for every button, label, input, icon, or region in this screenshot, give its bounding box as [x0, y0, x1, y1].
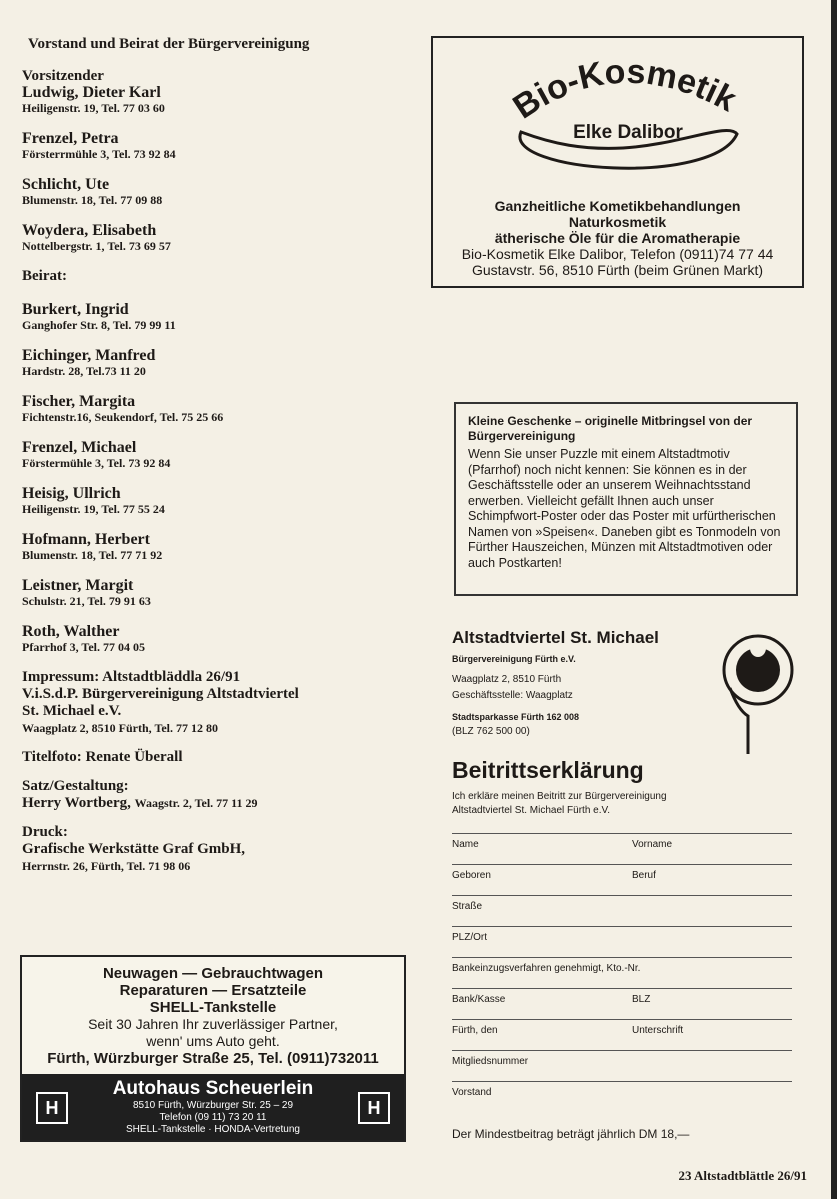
impressum-address: Waagplatz 2, 8510 Fürth, Tel. 77 12 80: [22, 721, 219, 735]
member-address: Förstermühle 3, Tel. 73 92 84: [22, 456, 171, 470]
field-label: Unterschrift: [632, 1025, 684, 1036]
minimum-fee: Der Mindestbeitrag beträgt jährlich DM 18,—: [452, 1127, 690, 1141]
druck-credit: [22, 824, 417, 875]
member-address: Blumenstr. 18, Tel. 77 71 92: [22, 548, 163, 562]
member-name: Frenzel, Michael: [22, 439, 137, 456]
logo-brand: Bio-Kosmetik: [506, 52, 743, 127]
member-name: Burkert, Ingrid: [22, 301, 129, 318]
ad-line: Neuwagen — Gebrauchtwagen: [102, 965, 324, 982]
form-row[interactable]: [452, 988, 792, 1020]
ad-line: wenn' ums Auto geht.: [146, 1033, 280, 1049]
member-address: Nottelbergstr. 1, Tel. 73 69 57: [22, 239, 171, 253]
druck-address: Herrnstr. 26, Fürth, Tel. 71 98 06: [22, 859, 191, 873]
club-association: Bürgervereinigung Fürth e.V.: [452, 654, 576, 664]
member-address: Pfarrhof 3, Tel. 77 04 05: [22, 640, 145, 654]
bio-line: ätherische Öle für die Aromatherapie: [494, 230, 741, 246]
impressum-title: Impressum: Altstadtbläddla 26/91: [22, 669, 241, 685]
impressum-publisher-cont: St. Michael e.V.: [22, 703, 122, 719]
club-address: Waagplatz 2, 8510 Fürth: [452, 674, 562, 685]
field-label: BLZ: [632, 994, 651, 1005]
satz-name: Herry Wortberg,: [22, 795, 131, 811]
field-label: Geboren: [452, 870, 491, 881]
satz-label: Satz/Gestaltung:: [22, 778, 129, 794]
titelfoto-credit: Titelfoto: Renate Überall: [22, 749, 183, 765]
honda-logo-icon: H: [358, 1092, 390, 1124]
club-blz: (BLZ 762 500 00): [452, 726, 530, 737]
member-address: Fichtenstr.16, Seukendorf, Tel. 75 25 66: [22, 410, 224, 424]
member-name: Hofmann, Herbert: [22, 531, 150, 548]
autohaus-tagline: SHELL-Tankstelle · HONDA-Vertretung: [126, 1124, 300, 1135]
logo-owner: Elke Dalibor: [573, 122, 683, 143]
board-heading: Vorstand und Beirat der Bürgervereinigung: [28, 36, 310, 52]
club-office: Geschäftsstelle: Waagplatz: [452, 690, 573, 701]
form-intro: Altstadtviertel St. Michael Fürth e.V.: [452, 805, 611, 816]
gifts-body: Wenn Sie unser Puzzle mit einem Altstadtmotiv (Pfarrhof) noch nicht kennen: Sie können es in der Geschäftsstelle oder an unserem Weihnachtsstand erwerben. Vielleicht gefällt Ihnen auch unser Schimpfwort-Poster oder das Poster mit urfürtherischen Namen von »Speisen«. Daneben gibt es Tonmodeln von Fürther Hauszeichen, Münzen mit Altstadtmotiven oder auch Postkarten!: [468, 447, 781, 570]
membership-form: [452, 757, 792, 1141]
member-name: Schlicht, Ute: [22, 176, 110, 193]
member-name: Frenzel, Petra: [22, 130, 119, 147]
board-entry: [22, 176, 417, 208]
druck-name: Grafische Werkstätte Graf GmbH,: [22, 841, 246, 857]
member-address: Hardstr. 28, Tel.73 11 20: [22, 364, 146, 378]
club-bank: Stadtsparkasse Fürth 162 008: [452, 712, 580, 722]
member-address: Försterrmühle 3, Tel. 73 92 84: [22, 147, 176, 161]
ad-line: Reparaturen — Ersatzteile: [119, 982, 307, 999]
honda-logo-icon: H: [36, 1092, 68, 1124]
autohaus-phone: Telefon (09 11) 73 20 11: [159, 1112, 267, 1123]
member-address: Blumenstr. 18, Tel. 77 09 88: [22, 193, 163, 207]
field-label: Fürth, den: [452, 1025, 498, 1036]
member-address: Heiligenstr. 19, Tel. 77 03 60: [22, 101, 165, 115]
gifts-box: [454, 402, 798, 596]
beirat-entry: [22, 531, 417, 563]
beirat-entry: [22, 393, 417, 425]
field-label: Straße: [452, 901, 483, 912]
form-row[interactable]: [452, 833, 792, 865]
beirat-entry: [22, 623, 417, 655]
field-label: Bank/Kasse: [452, 994, 506, 1005]
bio-line: Naturkosmetik: [568, 214, 667, 230]
field-label: Vorstand: [452, 1087, 492, 1098]
member-name: Roth, Walther: [22, 623, 120, 640]
form-row[interactable]: [452, 895, 792, 927]
page-footer: 23 Altstadtblättle 26/91: [678, 1168, 807, 1183]
gifts-title: Kleine Geschenke – originelle Mitbringsel von der Bürgervereinigung: [468, 414, 753, 443]
member-name: Ludwig, Dieter Karl: [22, 84, 161, 101]
bio-kosmetik-ad: [431, 36, 804, 288]
member-name: Leistner, Margit: [22, 577, 134, 594]
member-address: Schulstr. 21, Tel. 79 91 63: [22, 594, 151, 608]
member-name: Eichinger, Manfred: [22, 347, 156, 364]
form-title: Beitrittserklärung: [452, 757, 644, 783]
bio-contact: Bio-Kosmetik Elke Dalibor, Telefon (0911)74 77 44: [461, 246, 774, 262]
member-name: Fischer, Margita: [22, 393, 136, 410]
member-address: Heiligenstr. 19, Tel. 77 55 24: [22, 502, 165, 516]
satz-address: Waagstr. 2, Tel. 77 11 29: [134, 796, 258, 810]
logo-text: [506, 53, 742, 127]
page-edge-shadow: [831, 0, 837, 1199]
bio-kosmetik-logo: [493, 52, 743, 192]
autohaus-banner: [22, 1074, 404, 1140]
autohaus-ad: [20, 955, 406, 1142]
board-entry: [22, 222, 417, 254]
member-address: Ganghofer Str. 8, Tel. 79 99 11: [22, 318, 176, 332]
form-row[interactable]: [452, 864, 792, 896]
form-row[interactable]: [452, 926, 792, 958]
beirat-entry: [22, 301, 417, 333]
form-intro: Ich erkläre meinen Beitritt zur Bürgervereinigung: [452, 791, 667, 802]
club-name: Altstadtviertel St. Michael: [452, 628, 659, 647]
st-michael-logo-icon: [708, 628, 800, 756]
bio-address: Gustavstr. 56, 8510 Fürth (beim Grünen Markt): [471, 262, 763, 278]
bio-line: Ganzheitliche Kometikbehandlungen: [494, 198, 741, 214]
board-entry: [22, 68, 417, 116]
ad-line: SHELL-Tankstelle: [149, 999, 277, 1016]
beirat-entry: [22, 485, 417, 517]
beirat-entry: [22, 347, 417, 379]
field-label: Name: [452, 839, 479, 850]
beirat-heading: Beirat:: [22, 268, 67, 284]
board-entry: [22, 130, 417, 162]
impressum: [22, 669, 417, 737]
ad-line: Fürth, Würzburger Straße 25, Tel. (0911)732011: [47, 1050, 379, 1067]
autohaus-name: Autohaus Scheuerlein: [112, 1078, 314, 1099]
field-label: Beruf: [632, 870, 656, 881]
satz-credit: [22, 778, 417, 812]
form-row[interactable]: [452, 957, 792, 989]
board-list: [22, 68, 417, 887]
autohaus-address: 8510 Fürth, Würzburger Str. 25 – 29: [132, 1100, 294, 1111]
druck-label: Druck:: [22, 824, 68, 840]
impressum-publisher: V.i.S.d.P. Bürgervereinigung Altstadtviertel: [22, 686, 299, 702]
member-name: Woydera, Elisabeth: [22, 222, 157, 239]
member-name: Heisig, Ullrich: [22, 485, 121, 502]
field-label: PLZ/Ort: [452, 932, 488, 943]
board-role: Vorsitzender: [22, 68, 104, 84]
field-label: Bankeinzugsverfahren genehmigt, Kto.-Nr.: [452, 963, 641, 974]
beirat-entry: [22, 439, 417, 471]
ad-line: Seit 30 Jahren Ihr zuverlässiger Partner,: [88, 1016, 338, 1032]
form-row[interactable]: [452, 1019, 792, 1051]
form-row[interactable]: [452, 1081, 792, 1113]
field-label: Mitgliedsnummer: [452, 1056, 529, 1067]
beirat-entry: [22, 577, 417, 609]
field-label: Vorname: [632, 839, 673, 850]
form-row[interactable]: [452, 1050, 792, 1082]
